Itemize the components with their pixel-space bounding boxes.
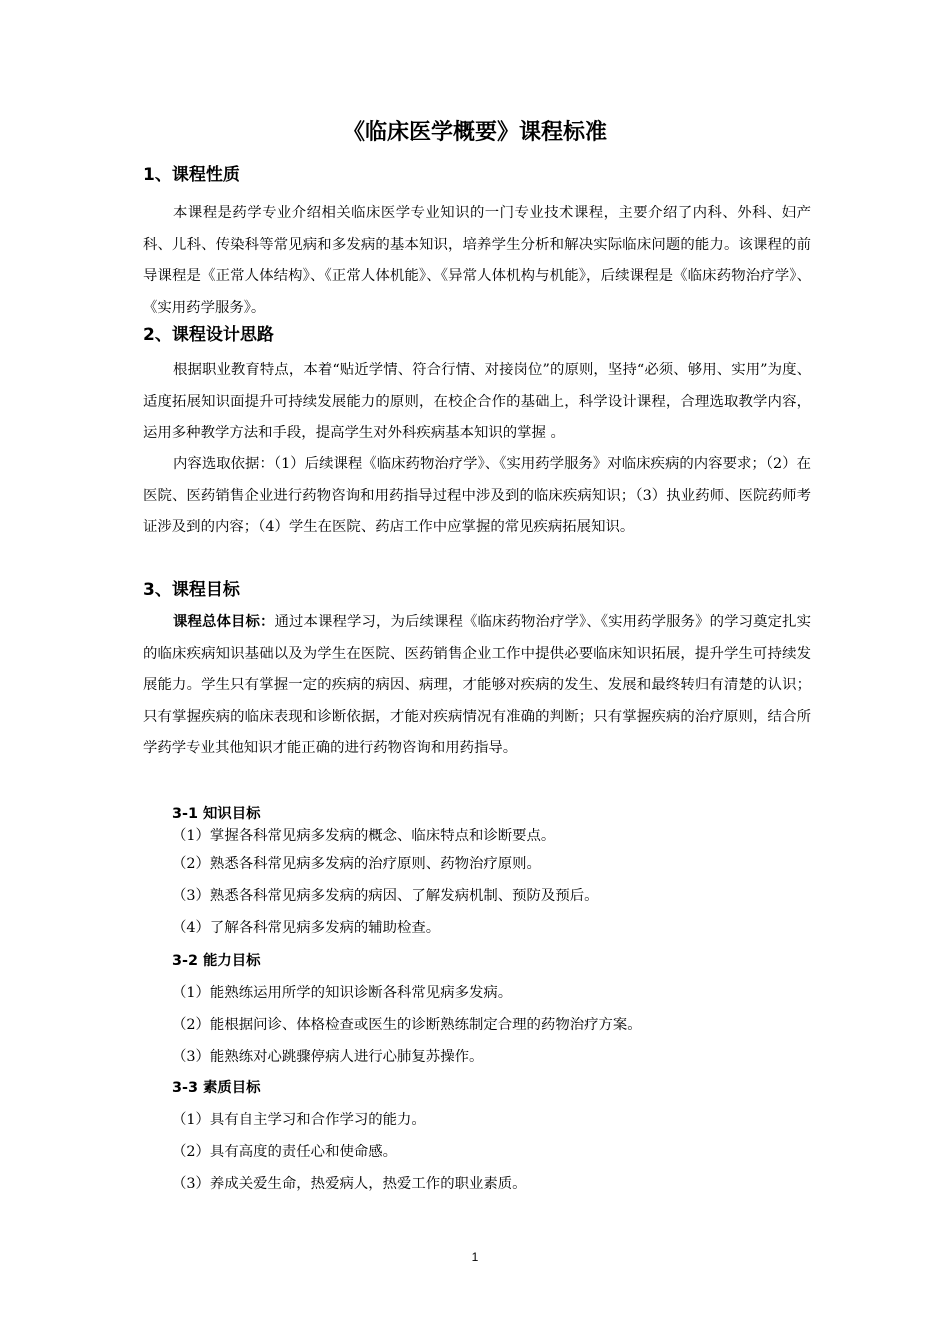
knowledge-goal-item: （1）掌握各科常见病多发病的概念、临床特点和诊断要点。: [172, 828, 556, 844]
document-title: 《临床医学概要》课程标准: [342, 120, 607, 145]
design-idea-paragraph: 根据职业教育特点，本着“贴近学情、符合行情、对接岗位”的原则，坚持“必须、够用、实用”为度、适度拓展知识面提升可持续发展能力的原则，在校企合作的基础上，科学设计课程，合理选取教学内容，运用多种教学方法和手段，提高学生对外科疾病基本知识的掌握 。: [143, 362, 811, 441]
page-number: 1: [471, 1250, 479, 1264]
course-nature-paragraph: 本课程是药学专业介绍相关临床医学专业知识的一门专业技术课程，主要介绍了内科、外科、妇产科、儿科、传染科等常见病和多发病的基本知识，培养学生分析和解决实际临床问题的能力。该课程的前导课程是《正常人体结构》、《正常人体机能》、《异常人体机构与机能》，后续课程是《临床药物治疗学》、《实用药学服务》。: [143, 205, 811, 316]
knowledge-goal-item: （3）熟悉各科常见病多发病的病因、了解发病机制、预防及预后。: [172, 888, 599, 904]
overall-goal-text: 通过本课程学习，为后续课程《临床药物治疗学》、《实用药学服务》的学习奠定扎实的临床疾病知识基础以及为学生在医院、医药销售企业工作中提供必要临床知识拓展，提升学生可持续发展能力。学生只有掌握一定的疾病的病因、病理，才能够对疾病的发生、发展和最终转归有清楚的认识；只有掌握疾病的临床表现和诊断依据，才能对疾病情况有准确的判断；只有掌握疾病的治疗原则，结合所学药学专业其他知识才能正确的进行药物咨询和用药指导。: [143, 614, 811, 756]
section-heading-design-idea: 2、课程设计思路: [143, 325, 274, 345]
overall-goal-label: 课程总体目标：: [173, 614, 275, 630]
knowledge-goal-item: （4）了解各科常见病多发病的辅助检查。: [172, 920, 441, 936]
quality-goals-heading: 3-3 素质目标: [172, 1080, 261, 1096]
ability-goal-item: （3）能熟练对心跳骤停病人进行心肺复苏操作。: [172, 1049, 484, 1065]
knowledge-goal-item: （2）熟悉各科常见病多发病的治疗原则、药物治疗原则。: [172, 856, 541, 872]
ability-goals-heading: 3-2 能力目标: [172, 953, 261, 969]
content-basis-paragraph: 内容选取依据：（1）后续课程《临床药物治疗学》、《实用药学服务》对临床疾病的内容要求；（2）在医院、医药销售企业进行药物咨询和用药指导过程中涉及到的临床疾病知识；（3）执业药师、医院药师考证涉及到的内容；（4）学生在医院、药店工作中应掌握的常见疾病拓展知识。: [143, 456, 811, 535]
quality-goal-item: （1）具有自主学习和合作学习的能力。: [172, 1112, 426, 1128]
overall-goal-paragraph: [143, 607, 811, 765]
ability-goal-item: （1）能熟练运用所学的知识诊断各科常见病多发病。: [172, 985, 513, 1001]
section-heading-course-goals: 3、课程目标: [143, 580, 240, 600]
quality-goal-item: （3）养成关爱生命，热爱病人，热爱工作的职业素质。: [172, 1176, 527, 1192]
quality-goal-item: （2）具有高度的责任心和使命感。: [172, 1144, 398, 1160]
ability-goal-item: （2）能根据问诊、体格检查或医生的诊断熟练制定合理的药物治疗方案。: [172, 1017, 642, 1033]
section-heading-course-nature: 1、课程性质: [143, 165, 240, 185]
knowledge-goals-heading: 3-1 知识目标: [172, 806, 261, 822]
